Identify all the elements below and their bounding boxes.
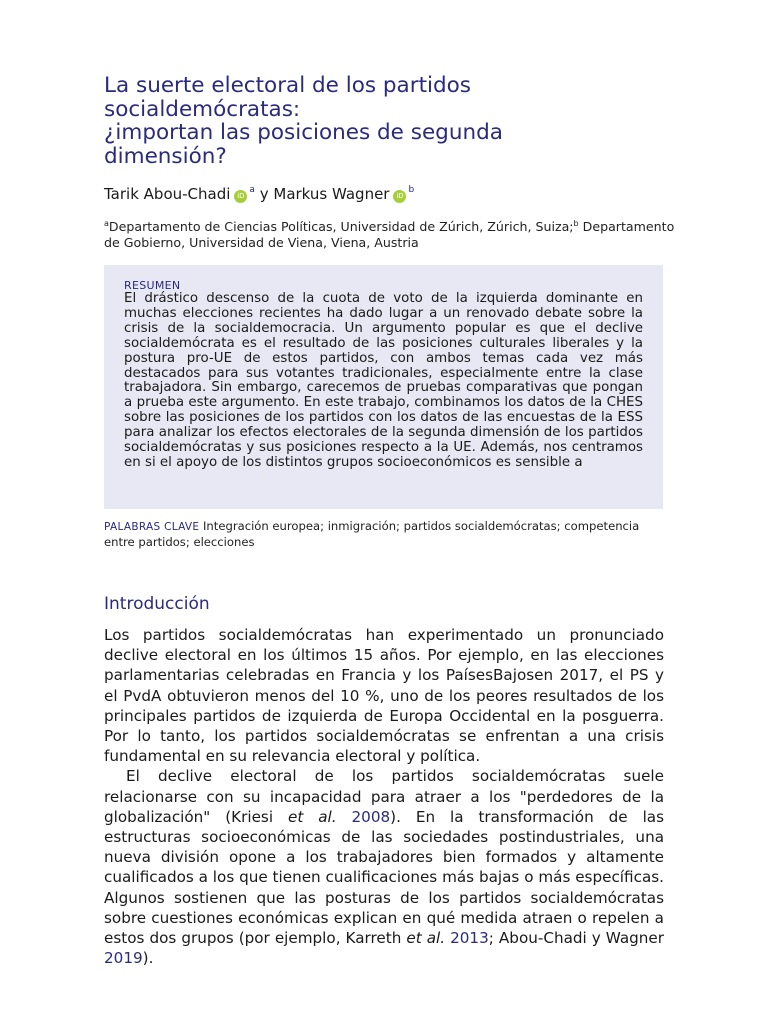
citation-link[interactable]: 2019 xyxy=(104,949,143,968)
paragraph-text: ). En la transformación de las estructuras socioeconómicas de las sociedades postindustriales, una nueva división opone a los trabajadores bien formados y altamente cualificados a los que tienen cualificaciones más bajas o más específicas. Algunos sostienen que las posturas de los partidos socialdemócratas sobre cuestiones económicas explican en qué medida atraen o repelen a estos dos grupos (por ejemplo, Karreth xyxy=(104,807,665,948)
affiliation-marker: b xyxy=(573,219,579,228)
keywords xyxy=(104,519,664,549)
affiliation-b-start: Departamento xyxy=(582,219,675,234)
orcid-icon[interactable]: iD xyxy=(393,190,406,203)
affiliation-marker: b xyxy=(408,185,415,195)
orcid-icon[interactable]: iD xyxy=(234,190,247,203)
paragraph-text: ; Abou-Chadi y Wagner xyxy=(488,929,664,948)
affiliations xyxy=(104,216,674,250)
abstract-heading: RESUMEN xyxy=(124,279,181,292)
affiliation-line xyxy=(104,216,674,235)
title-line: ¿importan las posiciones de segunda xyxy=(104,120,503,145)
citation-link[interactable]: 2008 xyxy=(351,807,391,826)
paragraph-text: ). xyxy=(142,949,154,968)
title-line: socialdemócratas: xyxy=(104,96,301,122)
abstract-body: El drástico descenso de la cuota de voto de la izquierda dominante en muchas elecciones recientes ha dado lugar a un renovado debate sobre la crisis de la socialdemocracia. Un argumento popular es que el declive socialdemócrata es el resultado de las posiciones culturales liberales y la postura pro-UE de estos partidos, con ambos temas cada vez más destacados para sus votantes tradicionales, especialmente entre la clase trabajadora. Sin embargo, carecemos de pruebas comparativas que pongan a prueba este argumento. En este trabajo, combinamos los datos de la CHES sobre las posiciones de los partidos con los datos de las encuestas de la ESS para analizar los efectos electorales de la segunda dimensión de los partidos socialdemócratas y sus posiciones respecto a la UE. Además, nos centramos en si el apoyo de los distintos grupos socioeconómicos es sensible a xyxy=(124,291,643,470)
keywords-text: Integración europea; inmigración; partidos socialdemócratas; competencia entre partidos; elecciones xyxy=(104,519,640,549)
citation-link[interactable]: 2013 xyxy=(450,929,489,948)
affiliation-a: Departamento de Ciencias Políticas, Universidad de Zúrich, Zúrich, Suiza; xyxy=(108,219,574,234)
author-name[interactable]: Markus Wagner xyxy=(273,185,390,203)
citation-etal: et al. xyxy=(287,807,337,826)
body-paragraph xyxy=(104,766,664,968)
title-line: dimensión? xyxy=(104,143,227,169)
author-connector: y xyxy=(259,185,269,203)
affiliation-b-rest: de Gobierno, Universidad de Viena, Viena, Austria xyxy=(104,234,419,250)
affiliation-marker: a xyxy=(104,219,109,228)
citation-etal: et al. xyxy=(406,929,446,948)
paragraph-text: El declive electoral de los partidos socialdemócratas suele relacionarse con su incapacidad para atraer a los "perdedores de la globalización" (Kriesi xyxy=(104,767,664,826)
abstract-box xyxy=(104,265,663,509)
keywords-heading: PALABRAS CLAVE xyxy=(104,521,200,533)
author-list xyxy=(104,181,664,203)
author-name[interactable]: Tarik Abou-Chadi xyxy=(104,185,231,203)
article-page xyxy=(104,73,675,968)
affiliation-marker: a xyxy=(249,185,255,195)
title-line: La suerte electoral de los partidos xyxy=(104,73,471,98)
article-title xyxy=(104,74,664,168)
body-paragraph: Los partidos socialdemócratas han experimentado un pronunciado declive electoral en los últimos 15 años. Por ejemplo, en las elecciones parlamentarias celebradas en Francia y los PaísesBajosen 2017, el PS y el PvdA obtuvieron menos del 10 %, uno de los peores resultados de los principales partidos de izquierda de Europa Occidental en la posguerra. Por lo tanto, los partidos socialdemócratas se enfrentan a una crisis fundamental en su relevancia electoral y política. xyxy=(104,626,664,766)
section-heading: Introducción xyxy=(104,594,210,614)
